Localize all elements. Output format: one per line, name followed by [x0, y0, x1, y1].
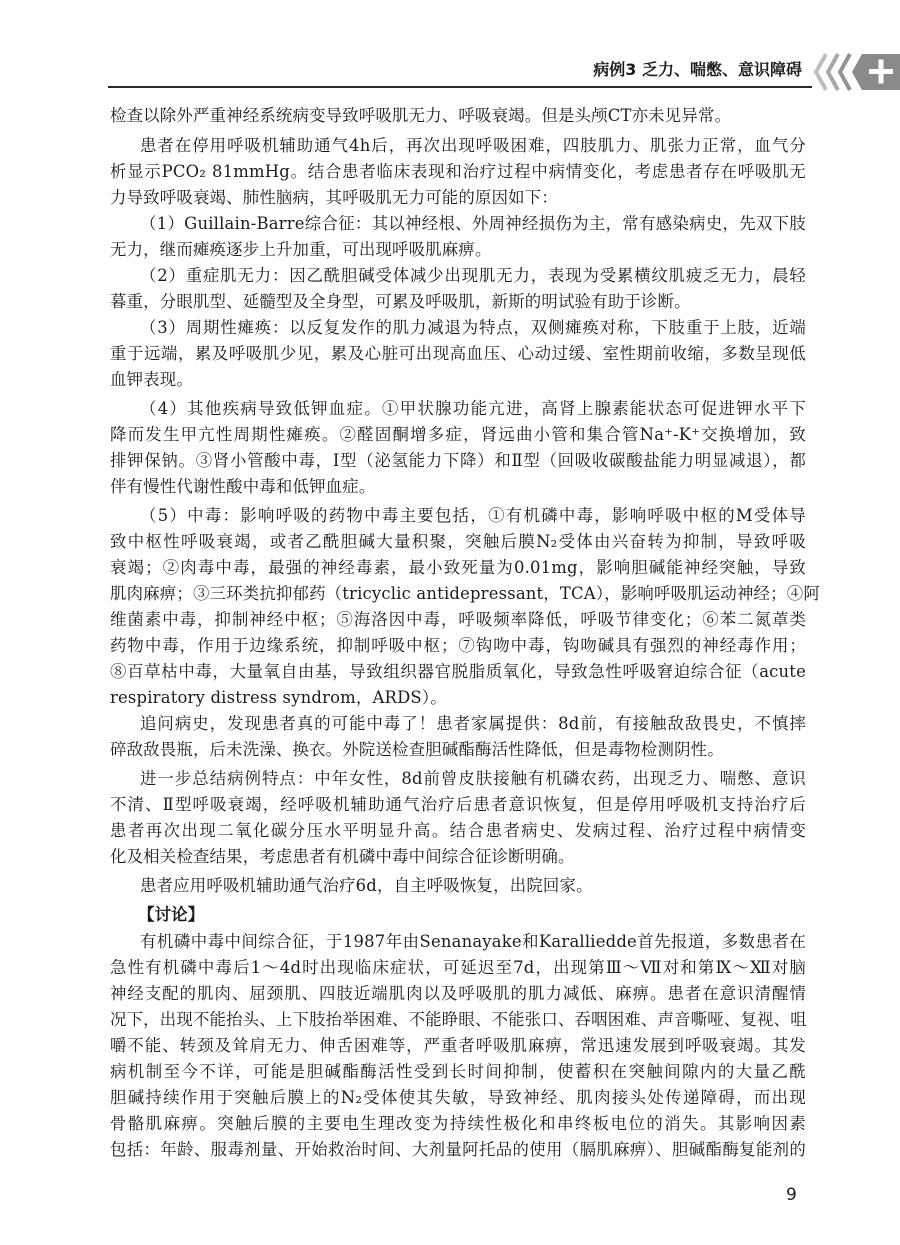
body-line: 嚼不能、转颈及耸肩无力、伸舌困难等，严重者呼吸肌麻痹，常迅速发展到呼吸衰竭。其发 — [110, 1036, 806, 1055]
body-line: 况下，出现不能抬头、上下肢抬举困难、不能睁眼、不能张口、吞咽困难、声音嘶哑、复视、咀 — [110, 1010, 807, 1029]
chevron-plus-icon — [812, 52, 900, 92]
body-line: 衰竭；②肉毒中毒，最强的神经毒素，最小致死量为0.01mg，影响胆碱能神经突触，导致 — [110, 558, 806, 577]
header-rule — [108, 86, 812, 88]
body-line: 骨骼肌麻痹。突触后膜的主要电生理改变为持续性极化和串终板电位的消失。其影响因素 — [110, 1114, 806, 1133]
body-line: 有机磷中毒中间综合征，于1987年由Senanayake和Karalliedde首先报道，多数患者在 — [140, 932, 806, 951]
body-line: （4）其他疾病导致低钾血症。①甲状腺功能亢进，高肾上腺素能状态可促进钾水平下 — [140, 399, 806, 418]
body-line: 伴有慢性代谢性酸中毒和低钾血症。 — [110, 477, 376, 496]
body-line: 急性有机磷中毒后1～4d时出现临床症状，可延迟至7d，出现第Ⅲ～Ⅶ对和第Ⅸ～Ⅻ对脑 — [110, 958, 806, 977]
body-line: （1）Guillain-Barre综合征：其以神经根、外周神经损伤为主，常有感染病史，先双下肢 — [140, 214, 806, 233]
body-line: 碎敌敌畏瓶，后未洗澡、换衣。外院送检查胆碱酯酶活性降低，但是毒物检测阴性。 — [110, 740, 724, 759]
body-line: 维菌素中毒，抑制神经中枢；⑤海洛因中毒，呼吸频率降低，呼吸节律变化；⑥苯二氮䓬类 — [110, 610, 806, 629]
body-line: （3）周期性瘫痪：以反复发作的肌力减退为特点，双侧瘫痪对称，下肢重于上肢，近端 — [140, 318, 806, 337]
body-line: 包括：年龄、服毒剂量、开始救治时间、大剂量阿托品的使用（膈肌麻痹）、胆碱酯酶复能剂的 — [110, 1140, 806, 1159]
body-line: （5）中毒：影响呼吸的药物中毒主要包括，①有机磷中毒，影响呼吸中枢的M受体导 — [140, 506, 806, 525]
body-line: 神经支配的肌肉、屈颈肌、四肢近端肌肉以及呼吸肌的肌力减低、麻痹。患者在意识清醒情 — [110, 984, 806, 1003]
body-line: （2）重症肌无力：因乙酰胆碱受体减少出现肌无力，表现为受累横纹肌疲乏无力，晨轻 — [140, 266, 806, 285]
body-line: 排钾保钠。③肾小管酸中毒，Ⅰ型（泌氢能力下降）和Ⅱ型（回吸收碳酸盐能力明显减退），都 — [110, 451, 806, 470]
body-line: 暮重，分眼肌型、延髓型及全身型，可累及呼吸肌，新斯的明试验有助于诊断。 — [110, 292, 691, 311]
body-line: 析显示PCO₂ 81mmHg。结合患者临床表现和治疗过程中病情变化，考虑患者存在呼吸肌无 — [110, 162, 806, 181]
running-head: 病例3 乏力、喘憋、意识障碍 — [593, 60, 802, 79]
body-line: 患者在停用呼吸机辅助通气4h后，再次出现呼吸困难，四肢肌力、肌张力正常，血气分 — [140, 136, 806, 155]
body-line: 肌肉麻痹；③三环类抗抑郁药（tricyclic antidepressant，TCA），影响呼吸肌运动神经；④阿 — [110, 584, 820, 603]
body-line: 致中枢性呼吸衰竭，或者乙酰胆碱大量积聚，突触后膜N₂受体由兴奋转为抑制，导致呼吸 — [110, 532, 806, 551]
body-line: respiratory distress syndrom，ARDS）。 — [110, 688, 447, 707]
body-line: 重于远端，累及呼吸肌少见，累及心脏可出现高血压、心动过缓、室性期前收缩，多数呈现低 — [110, 344, 806, 363]
body-line: 力导致呼吸衰竭、肺性脑病，其呼吸肌无力可能的原因如下： — [110, 188, 558, 207]
body-line: 患者应用呼吸机辅助通气治疗6d，自主呼吸恢复，出院回家。 — [140, 876, 593, 895]
section-heading: 【讨论】 — [138, 905, 205, 924]
body-line: 不清、Ⅱ型呼吸衰竭，经呼吸机辅助通气治疗后患者意识恢复，但是停用呼吸机支持治疗后 — [110, 795, 806, 814]
body-line: 进一步总结病例特点：中年女性，8d前曾皮肤接触有机磷农药，出现乏力、喘憋、意识 — [140, 769, 806, 788]
body-line: 病机制至今不详，可能是胆碱酯酶活性受到长时间抑制，使蓄积在突触间隙内的大量乙酰 — [110, 1062, 806, 1081]
body-line: 血钾表现。 — [110, 370, 193, 389]
page-number: 9 — [786, 1185, 797, 1205]
body-line: 检查以除外严重神经系统病变导致呼吸肌无力、呼吸衰竭。但是头颅CT亦未见异常。 — [110, 106, 732, 125]
body-line: 追问病史，发现患者真的可能中毒了！患者家属提供：8d前，有接触敌敌畏史，不慎摔 — [140, 714, 806, 733]
body-line: 无力，继而瘫痪逐步上升加重，可出现呼吸肌麻痹。 — [110, 240, 492, 259]
body-line: 降而发生甲亢性周期性瘫痪。②醛固酮增多症，肾远曲小管和集合管Na⁺-K⁺交换增加，致 — [110, 425, 806, 444]
body-line: 化及相关检查结果，考虑患者有机磷中毒中间综合征诊断明确。 — [110, 847, 575, 866]
body-line: 药物中毒，作用于边缘系统，抑制呼吸中枢；⑦钩吻中毒，钩吻碱具有强烈的神经毒作用； — [110, 636, 806, 655]
body-line: 患者再次出现二氧化碳分压水平明显升高。结合患者病史、发病过程、治疗过程中病情变 — [110, 821, 806, 840]
body-line: 胆碱持续作用于突触后膜上的N₂受体使其失敏，导致神经、肌肉接头处传递障碍，而出现 — [110, 1088, 806, 1107]
body-line: ⑧百草枯中毒，大量氧自由基，导致组织器官脱脂质氧化，导致急性呼吸窘迫综合征（acute — [110, 662, 806, 681]
